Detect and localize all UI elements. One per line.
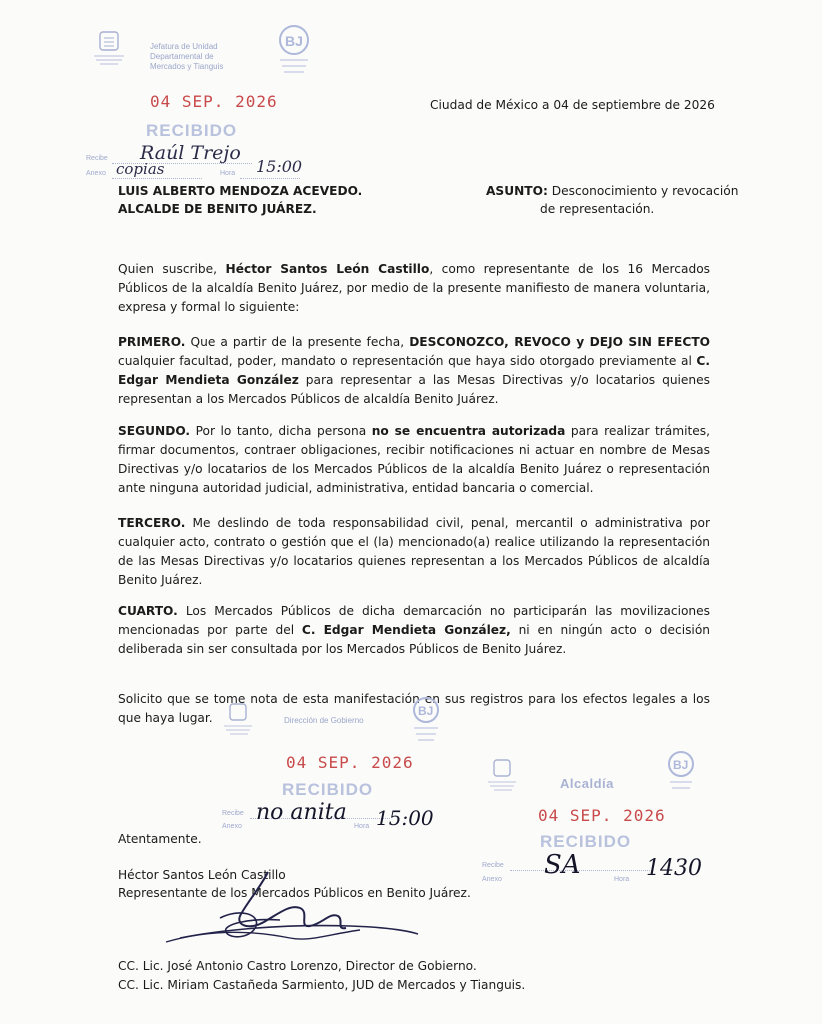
stamp-office-text: Dirección de Gobierno bbox=[284, 716, 364, 725]
clause-text: cualquier facultad, poder, mandato o representación que haya sido otorgado previamente al bbox=[118, 354, 697, 368]
intro-paragraph bbox=[118, 260, 710, 317]
handwritten-hora: 1430 bbox=[646, 856, 702, 881]
stamp-recibe-label: Recibe bbox=[222, 810, 244, 817]
clause-label: CUARTO. bbox=[118, 604, 178, 618]
stamp-received: RECIBIDO bbox=[540, 832, 632, 851]
clause-label: PRIMERO. bbox=[118, 335, 186, 349]
clause-text: Me deslindo de toda responsabilidad civil, penal, mercantil o administrativa por cualquier acto, contrato o gestión que el (la) mencionado(a) realice utilizando la representación de las Mesas Directivas y/o locatarios quienes representan a los Mercados Públicos de alcaldía Benito Juárez. bbox=[118, 516, 710, 587]
clause-label: TERCERO. bbox=[118, 516, 186, 530]
clause-bold: C. Edgar Mendieta González, bbox=[301, 623, 511, 637]
clause-text: Que a partir de la presente fecha, bbox=[185, 335, 410, 349]
benito-juarez-logo-icon bbox=[662, 750, 700, 800]
svg-text:BJ: BJ bbox=[673, 758, 689, 772]
cc-line: CC. Lic. José Antonio Castro Lorenzo, Director de Gobierno. bbox=[118, 959, 477, 973]
segundo-paragraph bbox=[118, 422, 710, 498]
signer-role: Representante de los Mercados Públicos en Benito Juárez. bbox=[118, 886, 471, 900]
handwritten-hora: 15:00 bbox=[376, 806, 434, 830]
intro-text: , como representante de los 16 Mercados Públicos de la alcaldía Benito Juárez, por medio de la presente manifiesto de manera voluntaria, expresa y formal lo siguiente: bbox=[118, 262, 710, 314]
handwritten-anexo: SA bbox=[544, 850, 581, 880]
stamp-date: 04 SEP. 2026 bbox=[150, 92, 278, 111]
stamp-date: 04 SEP. 2026 bbox=[286, 753, 414, 772]
clause-text: ni en ningún acto o decisión deliberada sin ser consultada por los Mercados Públicos de Benito Juárez. bbox=[118, 623, 710, 656]
handwritten-hora: 15:00 bbox=[256, 157, 303, 176]
stamp-received: RECIBIDO bbox=[282, 780, 374, 799]
addressee-name: LUIS ALBERTO MENDOZA ACEVEDO. bbox=[118, 184, 363, 198]
office-line: Jefatura de Unidad bbox=[150, 42, 218, 51]
svg-text:BJ: BJ bbox=[285, 33, 303, 49]
cdmx-seal-icon bbox=[486, 758, 520, 794]
date-line: Ciudad de México a 04 de septiembre de 2026 bbox=[430, 98, 715, 112]
handwritten-anexo: no anita bbox=[256, 800, 347, 825]
subject-line-1 bbox=[486, 182, 738, 201]
stamp-office-text: Alcaldía bbox=[560, 776, 614, 791]
clause-label: SEGUNDO. bbox=[118, 424, 191, 438]
stamp-office-text bbox=[150, 42, 270, 72]
farewell: Atentamente. bbox=[118, 832, 202, 846]
clause-text: para representar a las Mesas Directivas y/o locatarios quienes representan a los Mercados Públicos de alcaldía Benito Juárez. bbox=[118, 373, 710, 406]
stamp-anexo-label: Anexo bbox=[222, 823, 242, 830]
closing-request: Solicito que se tome nota de esta manifestación en sus registros para los efectos legales a los que haya lugar. bbox=[118, 692, 710, 725]
handwritten-anexo: copias bbox=[116, 160, 165, 178]
handwritten-signature bbox=[160, 868, 420, 958]
stamp-hora-label: Hora bbox=[614, 876, 630, 883]
benito-juarez-logo-icon bbox=[408, 696, 444, 752]
subject-label: ASUNTO: bbox=[486, 184, 548, 198]
stamp-received: RECIBIDO bbox=[146, 121, 238, 140]
benito-juarez-logo-icon bbox=[274, 24, 314, 86]
intro-text: Quien suscribe, bbox=[118, 262, 226, 276]
clause-bold: DESCONOZCO, REVOCO y DEJO SIN EFECTO bbox=[409, 335, 710, 349]
stamp-recibe-label: Recibe bbox=[482, 862, 504, 869]
svg-text:BJ: BJ bbox=[418, 704, 434, 718]
cdmx-seal-icon bbox=[92, 30, 126, 68]
office-line: Departamental de bbox=[150, 52, 214, 61]
clause-bold: no se encuentra autorizada bbox=[371, 424, 566, 438]
signer-name: Héctor Santos León Castillo bbox=[118, 868, 286, 882]
stamp-date: 04 SEP. 2026 bbox=[538, 806, 666, 825]
cdmx-seal-icon bbox=[222, 702, 256, 738]
tercero-paragraph bbox=[118, 514, 710, 590]
cc-line: CC. Lic. Miriam Castañeda Sarmiento, JUD de Mercados y Tianguis. bbox=[118, 978, 526, 992]
stamp-hora-label: Hora bbox=[220, 170, 236, 177]
stamp-hora-label: Hora bbox=[354, 823, 370, 830]
subject-line-2: de representación. bbox=[540, 202, 655, 216]
clause-text: Los Mercados Públicos de dicha demarcación no participarán las movilizaciones mencionadas por parte del bbox=[118, 604, 710, 637]
subject-text: Desconocimiento y revocación bbox=[551, 184, 739, 198]
stamp-anexo-label: Anexo bbox=[86, 170, 106, 177]
stamp-recibe-label: Recibe bbox=[86, 155, 108, 162]
clause-text: para realizar trámites, firmar documentos, contraer obligaciones, recibir notificaciones ni actuar en nombre de Mesas Directivas y/o locatarios de los Mercados Públicos de la alcaldía Benito Juárez o representación ante ninguna autoridad judicial, administrativa, entidad bancaria o comercial. bbox=[118, 424, 710, 495]
intro-signer-name: Héctor Santos León Castillo bbox=[225, 262, 430, 276]
office-line: Mercados y Tianguis bbox=[150, 62, 224, 71]
handwritten-recibe: Raúl Trejo bbox=[140, 142, 241, 164]
primero-paragraph bbox=[118, 333, 710, 409]
stamp-anexo-label: Anexo bbox=[482, 876, 502, 883]
clause-bold: C. Edgar Mendieta González bbox=[118, 354, 710, 387]
clause-text: Por lo tanto, dicha persona bbox=[190, 424, 372, 438]
cuarto-paragraph bbox=[118, 602, 710, 659]
addressee-title: ALCALDE DE BENITO JUÁREZ. bbox=[118, 202, 317, 216]
